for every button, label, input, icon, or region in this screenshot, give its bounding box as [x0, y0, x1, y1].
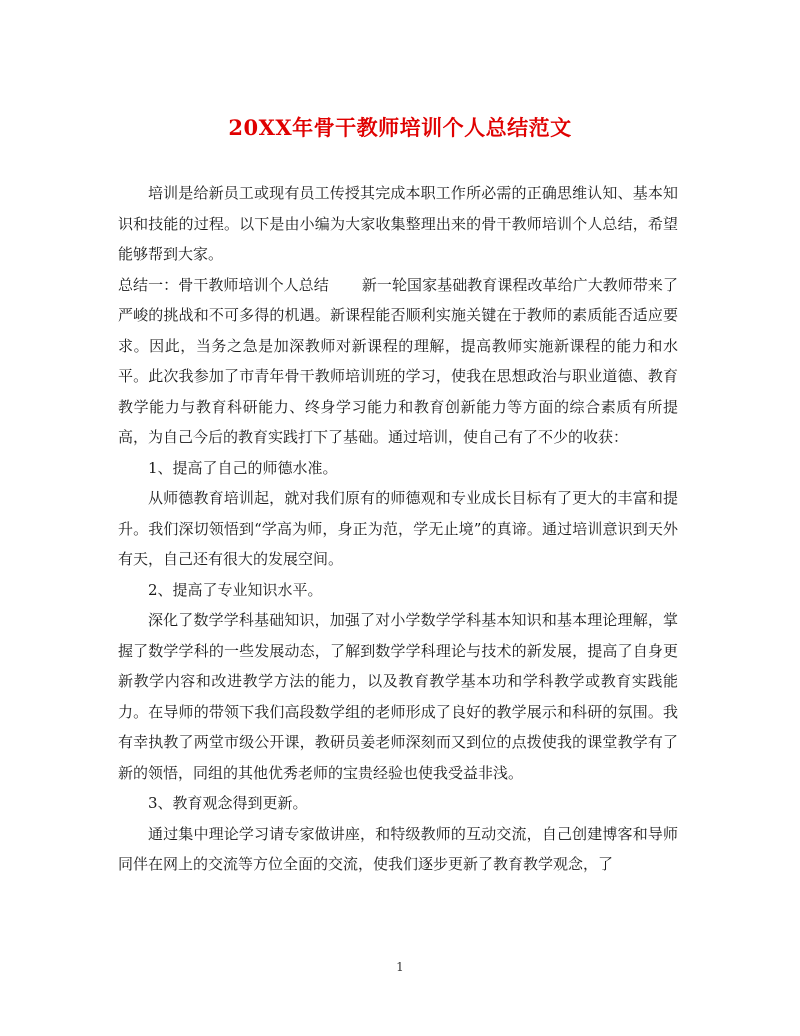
document-title: 20XX年骨干教师培训个人总结范文 — [228, 115, 572, 140]
heading-1: 1、提高了自己的师德水准。 — [148, 458, 338, 477]
document-body — [118, 178, 678, 880]
summary-label: 总结一：骨干教师培训个人总结 — [118, 275, 329, 294]
paragraph-3: 深化了数学学科基础知识，加强了对小学数学学科基本知识和基本理论理解，掌握了数学学科的一些发展动态，了解到数学学科理论与技术的新发展，提高了自身更新教学内容和改进教学方法的能力，以及教育教学基本功和学科教学或教育实践能力。在导师的带领下我们高段数学组的老师形成了良好的教学展示和科研的氛围。我有幸执教了两堂市级公开课，教研员姜老师深刻而又到位的点拨使我的课堂教学有了新的领悟，同组的其他优秀老师的宝贵经验也使我受益非浅。 — [118, 611, 678, 782]
summary-paragraph — [118, 270, 678, 453]
paragraph-1: 新一轮国家基础教育课程改革给广大教师带来了严峻的挑战和不可多得的机遇。新课程能否顺利实施关键在于教师的素质能否适应要求。因此，当务之急是加深教师对新课程的理解，提高教师实施新课程的能力和水平。此次我参加了市青年骨干教师培训班的学习，使我在思想政治与职业道德、教育教学能力与教育科研能力、终身学习能力和教育创新能力等方面的综合素质有所提高，为自己今后的教育实践打下了基础。通过培训，使自己有了不少的收获： — [118, 275, 678, 446]
intro-paragraph: 培训是给新员工或现有员工传授其完成本职工作所必需的正确思维认知、基本知识和技能的过程。以下是由小编为大家收集整理出来的骨干教师培训个人总结，希望能够帮到大家。 — [118, 184, 678, 263]
page-number: 1 — [396, 960, 404, 974]
heading-3: 3、教育观念得到更新。 — [148, 794, 308, 812]
paragraph-2: 从师德教育培训起，就对我们原有的师德观和专业成长目标有了更大的丰富和提升。我们深切领悟到“学高为师，身正为范，学无止境”的真谛。通过培训意识到天外有天，自己还有很大的发展空间。 — [118, 489, 678, 568]
paragraph-4: 通过集中理论学习请专家做讲座，和特级教师的互动交流，自己创建博客和导师同伴在网上的交流等方位全面的交流，使我们逐步更新了教育教学观念，了 — [118, 824, 678, 873]
heading-2: 2、提高了专业知识水平。 — [148, 580, 323, 599]
